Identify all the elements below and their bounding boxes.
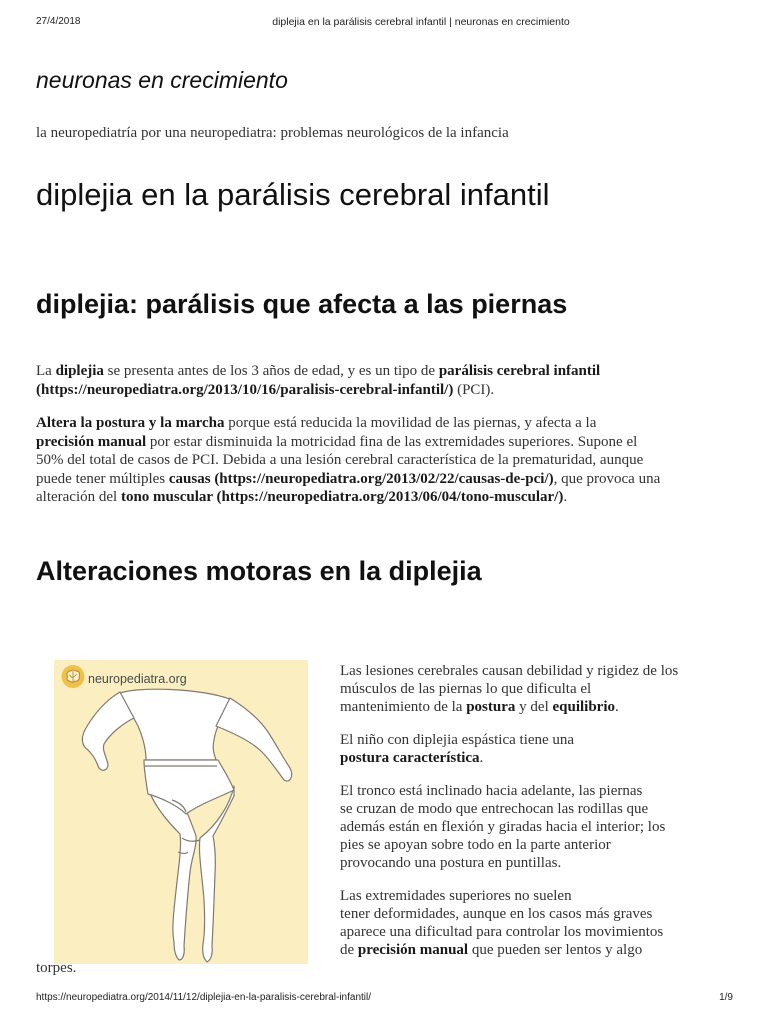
bold-text: equilibrio bbox=[552, 699, 615, 715]
bold-text: postura característica bbox=[340, 750, 480, 766]
section-heading: diplejia: parálisis que afecta a las piernas bbox=[36, 289, 568, 319]
text-line bbox=[36, 362, 736, 381]
text-run: además están en flexión y giradas hacia el interior; los bbox=[340, 819, 666, 835]
text-run: puede tener múltiples bbox=[36, 470, 169, 487]
brain-icon bbox=[67, 670, 80, 682]
bold-text: postura bbox=[466, 699, 516, 715]
site-title: neuronas en crecimiento bbox=[36, 67, 288, 93]
text-line bbox=[340, 887, 740, 905]
text-run: (PCI). bbox=[453, 381, 495, 398]
text-run: de bbox=[340, 942, 358, 958]
text-line bbox=[340, 941, 740, 959]
text-line bbox=[36, 488, 736, 507]
text-run: provocando una postura en puntillas. bbox=[340, 855, 562, 871]
page-number: 1/9 bbox=[719, 992, 733, 1003]
text-line bbox=[36, 451, 736, 470]
text-line bbox=[340, 854, 740, 872]
text-run: que pueden ser lentos y algo bbox=[468, 942, 643, 958]
text-run: 50% del total de casos de PCI. Debida a una lesión cerebral característica de la prematuridad, aunque bbox=[36, 452, 644, 468]
article-title: diplejia en la parálisis cerebral infantil bbox=[36, 177, 550, 212]
print-header-date: 27/4/2018 bbox=[36, 16, 81, 27]
text-run: tener deformidades, aunque en los casos más graves bbox=[340, 906, 653, 922]
bold-text: diplejia bbox=[55, 363, 104, 379]
text-line bbox=[340, 698, 740, 716]
text-run: La bbox=[36, 363, 56, 379]
link-text[interactable]: causas (https://neuropediatra.org/2013/02/22/causas-de-pci/) bbox=[168, 470, 554, 487]
text-line bbox=[36, 959, 740, 977]
paragraph bbox=[340, 731, 740, 767]
diplegia-illustration bbox=[54, 660, 308, 964]
paragraph bbox=[340, 782, 740, 872]
print-footer-url: https://neuropediatra.org/2014/11/12/diplejia-en-la-paralisis-cerebral-infantil/ bbox=[36, 992, 372, 1003]
text-run: Las extremidades superiores no suelen bbox=[340, 888, 572, 904]
text-run: se cruzan de modo que entrechocan las rodillas que bbox=[340, 801, 649, 817]
text-run: torpes. bbox=[36, 960, 77, 976]
paragraph bbox=[36, 887, 740, 977]
text-run: se presenta antes de los 3 años de edad, y es un tipo de bbox=[103, 363, 439, 379]
text-line bbox=[36, 414, 736, 433]
text-line bbox=[340, 782, 740, 800]
text-run: y del bbox=[515, 699, 553, 715]
text-line bbox=[340, 818, 740, 836]
bold-text: Altera la postura y la marcha bbox=[36, 415, 225, 431]
text-line bbox=[340, 731, 740, 749]
text-line bbox=[340, 662, 740, 680]
text-run: músculos de las piernas lo que dificulta el bbox=[340, 681, 592, 697]
site-tagline: la neuropediatría por una neuropediatra: problemas neurológicos de la infancia bbox=[36, 125, 509, 141]
text-line bbox=[36, 381, 736, 400]
link-text[interactable]: (https://neuropediatra.org/2013/10/16/paralisis-cerebral-infantil/) bbox=[36, 381, 454, 398]
print-header-title: diplejia en la parálisis cerebral infantil | neuronas en crecimiento bbox=[272, 16, 570, 28]
text-line bbox=[36, 470, 736, 489]
text-run: porque está reducida la movilidad de las piernas, y afecta a la bbox=[224, 415, 597, 431]
text-run: pies se apoyan sobre todo en la parte anterior bbox=[340, 837, 611, 853]
text-line bbox=[340, 905, 740, 923]
paragraph bbox=[340, 662, 740, 716]
text-run: aparece una dificultad para controlar los movimientos bbox=[340, 924, 664, 940]
text-run: . bbox=[479, 750, 484, 766]
text-run: por estar disminuida la motricidad fina de las extremidades superiores. Supone el bbox=[146, 433, 638, 450]
text-run: . bbox=[615, 699, 619, 715]
text-line bbox=[36, 433, 736, 452]
bold-text: precisión manual bbox=[36, 433, 147, 450]
paragraph bbox=[36, 362, 736, 399]
text-line bbox=[340, 749, 740, 767]
link-text[interactable]: tono muscular (https://neuropediatra.org/2013/06/04/tono-muscular/) bbox=[120, 489, 564, 505]
text-run: El niño con diplejia espástica tiene una bbox=[340, 732, 575, 748]
section-heading: Alteraciones motoras en la diplejia bbox=[36, 556, 482, 586]
section-body bbox=[36, 362, 736, 507]
paragraph bbox=[36, 414, 736, 507]
logo-text: neuropediatra.org bbox=[88, 672, 187, 686]
text-line bbox=[340, 800, 740, 818]
text-run: Las lesiones cerebrales causan debilidad y rigidez de los bbox=[340, 663, 679, 679]
text-run: alteración del bbox=[36, 489, 121, 505]
text-line bbox=[340, 680, 740, 698]
text-run: . bbox=[563, 489, 568, 505]
text-run: mantenimiento de la bbox=[340, 699, 467, 715]
text-line bbox=[340, 923, 740, 941]
text-line bbox=[340, 836, 740, 854]
text-run: , que provoca una bbox=[553, 470, 661, 487]
text-run: El tronco está inclinado hacia adelante, las piernas bbox=[340, 783, 643, 799]
link-text[interactable]: parálisis cerebral infantil bbox=[438, 363, 601, 379]
bold-text: precisión manual bbox=[357, 942, 469, 958]
